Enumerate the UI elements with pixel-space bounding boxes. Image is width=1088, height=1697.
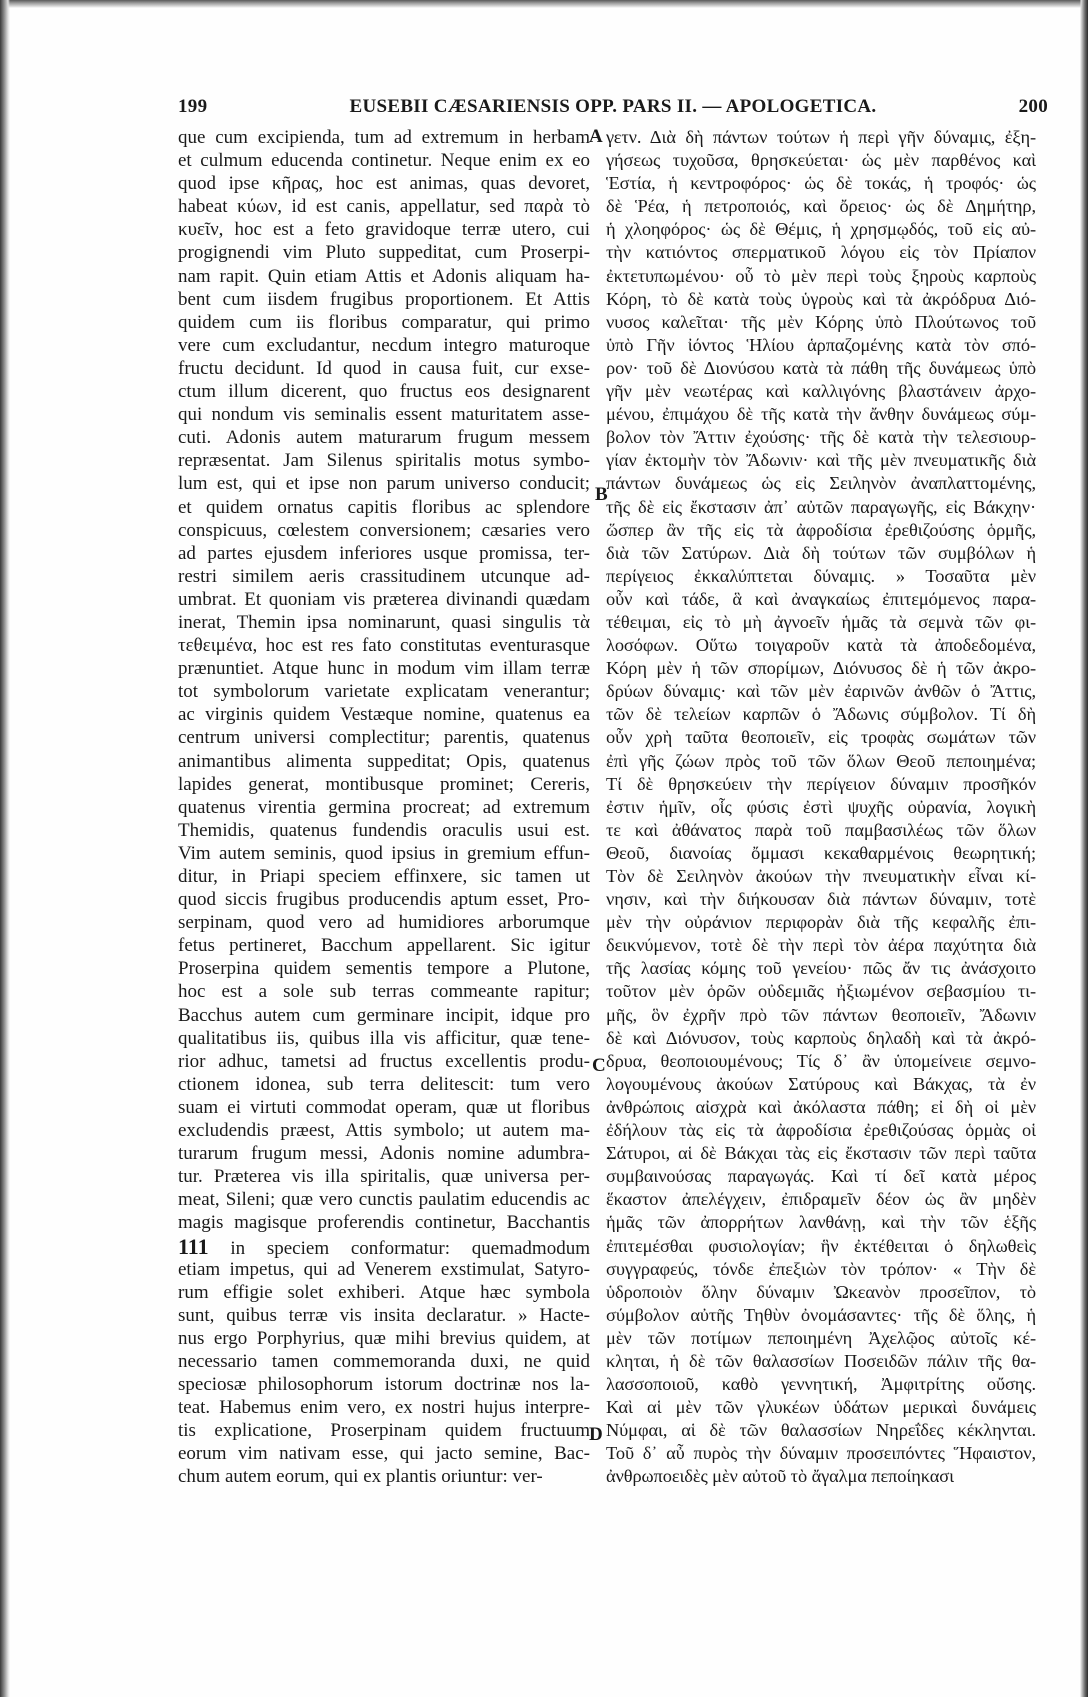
latin-text-line: progignendi vim Pluto suppeditat, cum Proserpi-: [178, 242, 590, 264]
page-number-left: 199: [178, 96, 208, 117]
greek-text-line: βολον τὸν Ἄττιν ἐχούσης· τῆς δὲ κατὰ τὴν τελεσιουρ-: [606, 427, 1036, 448]
latin-text-line: etiam impetus, qui ad Venerem exstimulat, Satyro-: [178, 1258, 590, 1280]
greek-text-line: λασσοποιοῦ, καθὸ γεννητική, Ἀμφιτρίτης οὔσης.: [606, 1374, 1036, 1395]
greek-text-line: πάντων δυνάμεως ὡς εἰς Σειληνὸν ἀναπλαττομένης,: [606, 473, 1036, 494]
latin-text-line: excludendis præest, Attis symbolo; ut autem ma-: [178, 1120, 590, 1142]
latin-text-line: hoc est a sole sub terras commeante rapitur;: [178, 981, 590, 1003]
greek-text-line: κληται, ἡ δὲ τῶν θαλασσίων Ποσειδῶν πάλιν τῆς θα-: [606, 1350, 1036, 1371]
latin-text-line: animantibus alimenta suppeditat; Opis, quatenus: [178, 750, 590, 772]
greek-text-line: μὲν τὴν οὐράνιον περιφορὰν διὰ τῆς κεφαλῆς ἐπι-: [606, 912, 1036, 933]
greek-text-line: συγγραφεύς, τόνδε ἐπεξιὼν τὸν τρόπον· « Τὴν δὲ: [606, 1258, 1036, 1279]
scan-edge-left: [0, 0, 10, 1697]
greek-text-line: γῆν μὲν νεωτέρας καὶ καλλιγόνης βλαστάνειν ἀρχο-: [606, 381, 1036, 402]
greek-text-line: δεικνύμενον, τοτὲ δὲ τὴν περὶ τὸν ἀέρα παχύτητα διὰ: [606, 935, 1036, 956]
latin-text-line: prænuntiet. Atque hunc in modum vim illam terræ: [178, 658, 590, 680]
margin-marker-d: D: [589, 1424, 603, 1445]
greek-text-line: τέθειμαι, εἰς τὸ μὴ ἀγνοεῖν ἡμᾶς τὰ σεμνὰ τῶν φι-: [606, 611, 1036, 632]
latin-text-line: cuti. Adonis autem maturarum frugum messem: [178, 427, 590, 449]
greek-text-line: ὑπὸ Γῆν ἰόντος Ἡλίου ἁρπαζομένης κατὰ τὸν σπό-: [606, 334, 1036, 355]
latin-text-line: tot symbolorum varietate explicatam venerantur;: [178, 681, 590, 703]
latin-text-line: Bacchus autem cum germinare incipit, idque pro: [178, 1004, 590, 1026]
greek-text-line: ὥσπερ ἂν τῆς εἰς τὰ ἀφροδίσια ἐρεθιζούσης ὁρμῆς,: [606, 519, 1036, 540]
latin-text-line-text: in speciem conformatur: quemadmodum: [230, 1237, 590, 1259]
latin-text-line: quod ipse κῆρας, hoc est animas, quas devoret,: [178, 173, 590, 195]
greek-text-line: ἀνθρωποειδὲς μὲν αὐτοῦ τὸ ἄγαλμα πεποίηκασι: [606, 1466, 954, 1487]
greek-text-line: τῶν δὲ τελείων καρπῶν ὁ Ἄδωνις σύμβολον. Τί δὴ: [606, 704, 1036, 725]
latin-text-line: ad partes ejusdem inferiores usque promissa, ter-: [178, 542, 590, 564]
latin-text-line: que cum excipienda, tum ad extremum in herbam: [178, 127, 590, 148]
latin-text-line: meat, Sileni; quæ vero cunctis paulatim educendis ac: [178, 1189, 590, 1211]
latin-text-line: restri similem aeris crassitudinem utcunque ad-: [178, 565, 590, 587]
greek-text-line: δρύων δύναμις· καὶ τῶν μὲν ἐαρινῶν ἀνθῶν ὁ Ἄττις,: [606, 681, 1036, 702]
scan-edge-right: [1080, 0, 1088, 1697]
latin-text-line: Themidis, quatenus fundendis oraculis usui est.: [178, 819, 590, 841]
greek-text-line: ἀνθρώποις αἰσχρὰ καὶ ἀκόλαστα πάθη; εἰ δὴ οἱ μὲν: [606, 1096, 1036, 1117]
latin-text-line: quidem cum iis floribus comparatur, qui primo: [178, 311, 590, 333]
greek-text-line: γίαν ἐκτομὴν τὸν Ἄδωνιν· καὶ τῆς μὲν πνευματικῆς διὰ: [606, 450, 1036, 471]
latin-text-line: teat. Habemus enim vero, ex nostri hujus interpre-: [178, 1397, 590, 1419]
latin-text-line: ctionem idonea, sub terra delitescit: tum vero: [178, 1073, 590, 1095]
greek-text-line: σύμβολον αὐτῆς Τηθὺν ὀνομάσαντες· τῆς δὲ ὅλης, ἡ: [606, 1304, 1036, 1325]
latin-text-line: ac virginis quidem Vestæque nomine, quatenus ea: [178, 704, 590, 726]
latin-text-line: repræsentat. Jam Silenus spiritalis motus symbo-: [178, 450, 590, 472]
greek-text-line: Σάτυροι, αἱ δὲ Βάκχαι τὰς εἰς ἔκστασιν τῶν περὶ ταῦτα: [606, 1143, 1036, 1164]
latin-text-line: fetus pertineret, Bacchum appellarent. Sic igitur: [178, 935, 590, 957]
greek-text-line: ἐκτετυπωμένου· οὗ τὸ μὲν περὶ τοὺς ξηροὺς καρποὺς: [606, 265, 1036, 286]
latin-text-line: tis explicatione, Proserpinam quidem fructuum: [178, 1420, 590, 1442]
greek-text-line: νυσος καλεῖται· τῆς μὲν Κόρης ὑπὸ Πλούτωνος τοῦ: [606, 311, 1036, 332]
greek-text-line: οὖν χρὴ ταῦτα θεοποιεῖν, εἰς τροφὰς σωμάτων τῶν: [606, 727, 1036, 748]
latin-text-line: fructu decidunt. Id quod in causa fuit, cur exse-: [178, 357, 590, 379]
greek-text-line: τῆς δὲ εἰς ἔκστασιν ἀπ᾽ αὐτῶν παραγωγῆς, εἰς Βάκχην·: [606, 496, 1036, 517]
latin-text-line: inerat, Themin ipsa nominarunt, quasi singulis τὰ: [178, 611, 590, 633]
margin-marker-b: B: [595, 484, 608, 505]
latin-text-line: suam ei virtuti commodat operam, quæ ut floribus: [178, 1096, 590, 1118]
greek-text-line: τε καὶ ἀθάνατος παρὰ τοῦ παμβασιλέως τῶν ὅλων: [606, 819, 1036, 840]
greek-text-line: τοῦτον μὲν ὁρῶν οὐδεμιᾶς ἠξιωμένον σεβασμίου τι-: [606, 981, 1036, 1002]
greek-text-line: Θεοῦ, διανοίας ὄμμασι κεκαθαρμένοις θεωρητική;: [606, 842, 1036, 863]
running-title: EUSEBII CÆSARIENSIS OPP. PARS II. — APOLOGETICA.: [349, 96, 877, 117]
latin-text-line: chum autem eorum, qui ex plantis oriuntur: ver-: [178, 1466, 543, 1488]
margin-marker-c: C: [592, 1055, 606, 1076]
greek-text-line: ἡ χλοηφόρος· ὡς δὲ Θέμις, ἡ χρησμῳδός, τοῦ εἰς αὐ-: [606, 219, 1036, 240]
latin-text-line: necessario tamen commemoranda duxi, ne quid: [178, 1350, 590, 1372]
latin-text-line: Proserpina quidem sementis tempore a Plutone,: [178, 958, 590, 980]
greek-text-line: δὲ Ῥέα, ἡ πετροποιός, καὶ ὄρειος· ὡς δὲ Δημήτηρ,: [606, 196, 1036, 217]
right-column-greek: [606, 126, 1036, 1566]
greek-text-line: μὲν τῶν ποτίμων πεποιημένη Ἀχελῷος αὐτοῖς κέ-: [606, 1327, 1036, 1348]
greek-text-line: ἐπιτεμέσθαι φυσιολογίαν; ἣν ἐκτέθειται ὁ δηλωθεὶς: [606, 1235, 1036, 1256]
greek-text-line: ἐπὶ γῆς ζώων πρὸς τοῦ τῶν ὅλων Θεοῦ πεποιημένα;: [606, 750, 1036, 771]
greek-text-line: ρον· τοῦ δὲ Διονύσου κατὰ τὰ πάθη τῆς δυνάμεως ὑπὸ: [606, 357, 1036, 378]
latin-text-line: τεθειμένα, hoc est res fato constitutas eventurasque: [178, 635, 590, 657]
latin-text-line: quatenus virentia germina procreat; ad extremum: [178, 796, 590, 818]
greek-text-line: οὖν καὶ τάδε, ἃ καὶ ἀναγκαίως ἐπιτεμόμενος παρα-: [606, 588, 1036, 609]
greek-text-line: ἐδήλουν τὰς εἰς τὰ ἀφροδίσια ἐρεθιζούσας ὁρμὰς οἱ: [606, 1120, 1036, 1141]
page-number-right: 200: [1018, 96, 1048, 117]
latin-text-line: vere cum excludantur, necdum integro maturoque: [178, 334, 590, 356]
greek-text-line: διὰ τῶν Σατύρων. Διὰ δὴ τούτων τῶν συμβόλων ἡ: [606, 542, 1036, 563]
latin-text-line: tur. Præterea vis illa spiritalis, quæ universa per-: [178, 1166, 590, 1188]
greek-text-line: συμβαινούσας παραγωγάς. Καὶ τί δεῖ κατὰ μέρος: [606, 1166, 1036, 1187]
greek-text-line: περίγειος ἐκκαλύπτεται δύναμις. » Τοσαῦτα μὲν: [606, 565, 1036, 586]
latin-text-line: κυεῖν, hoc est a feto gravidoque terræ utero, cui: [178, 219, 590, 241]
greek-text-line: λοσόφων. Οὕτω τοιγαροῦν κατὰ τὰ ἀποδεδομένα,: [606, 635, 1036, 656]
greek-text-line: δρυα, θεοποιουμένους; Τίς δ᾽ ἂν ὑπομείνειε σεμνο-: [606, 1050, 1036, 1071]
latin-text-line: speciosæ philosophorum istorum doctrinæ nos la-: [178, 1374, 590, 1396]
greek-text-line: Νύμφαι, αἱ δὲ τῶν θαλασσίων Νηρεΐδες κέκληνται.: [606, 1420, 1036, 1441]
greek-text-line: Ἑστία, ἡ κεντροφόρος· ὡς δὲ τοκάς, ἡ τροφός· ὡς: [606, 173, 1036, 194]
left-column-latin: [178, 126, 590, 1566]
latin-text-line: lum est, qui et ipse non parum universo conducit;: [178, 473, 590, 495]
latin-text-line: [178, 1235, 590, 1258]
greek-text-line: Καὶ αἱ μὲν τῶν γλυκέων ὑδάτων μερικαὶ δυνάμεις: [606, 1397, 1036, 1418]
latin-text-line: et culmum educenda continetur. Neque enim ex eo: [178, 150, 590, 172]
latin-text-line: nam rapit. Quin etiam Attis et Adonis aliquam ha-: [178, 265, 590, 287]
greek-text-line: ἕκαστον ἀπελέγχειν, ἐπιδραμεῖν δέον ὡς ἂν μηδὲν: [606, 1189, 1036, 1210]
latin-text-line: bent cum iisdem frugibus proportionem. Et Attis: [178, 288, 590, 310]
latin-text-line: centrum universi complectitur; parentis, quatenus: [178, 727, 590, 749]
margin-marker-a: A: [589, 126, 603, 147]
latin-text-line: conspicuus, cœlestem conversionem; cæsaries vero: [178, 519, 590, 541]
latin-text-line: nus ergo Porphyrius, quæ mihi brevius quidem, at: [178, 1327, 590, 1349]
latin-text-line: magis magisque proferendis continetur, Bacchantis: [178, 1212, 590, 1234]
latin-text-line: turarum frugum messi, Adonis nomine adumbra-: [178, 1143, 590, 1165]
latin-text-line: ctum illum dicerent, quo fructus eos designarent: [178, 381, 590, 403]
latin-text-line: habeat κύων, id est canis, appellatur, sed παρὰ τὸ: [178, 196, 590, 218]
greek-text-line: γήσεως τυχοῦσα, θρησκεύεται· ὡς μὲν παρθένος καὶ: [606, 150, 1036, 171]
greek-text-line: Κόρη, τὸ δὲ κατὰ τοὺς ὑγροὺς καὶ τὰ ἀκρόδρυα Διό-: [606, 288, 1036, 309]
greek-text-line: ἐστιν ἡμῖν, οἷς φύσις ἐστὶ ψυχῆς οὐρανία, λογικὴ: [606, 796, 1036, 817]
latin-text-line: quod siccis frugibus producendis aptum esset, Pro-: [178, 889, 590, 911]
greek-text-line: μῆς, ὃν ἐχρῆν πρὸ τῶν πάντων θεοποιεῖν, Ἄδωνιν: [606, 1004, 1036, 1025]
greek-text-line: ἡμᾶς τῶν ἀπορρήτων λανθάνῃ, καὶ τὴν τῶν ἑξῆς: [606, 1212, 1036, 1233]
greek-text-line: Τὸν δὲ Σειληνὸν ἀκούων τὴν πνευματικὴν εἶναι κί-: [606, 866, 1036, 886]
greek-text-line: δὲ καὶ Διόνυσον, τοὺς καρποὺς δηλαδὴ καὶ τὰ ἀκρό-: [606, 1027, 1036, 1048]
latin-text-line: rum effigie solet exhiberi. Atque hæc symbola: [178, 1281, 590, 1303]
greek-text-line: γετν. Διὰ δὴ πάντων τούτων ἡ περὶ γῆν δύναμις, ἐξη-: [606, 127, 1036, 147]
latin-text-line: qualitatibus iis, quibus illa vis afficitur, quæ tene-: [178, 1027, 590, 1049]
bold-page-number: 111: [178, 1233, 209, 1259]
greek-text-line: Τοῦ δ᾽ αὖ πυρὸς τὴν δύναμιν προσειπόντες Ἥφαιστον,: [606, 1443, 1036, 1464]
greek-text-line: Τί δὲ θρησκεύειν τὴν περίγειον δύναμιν προσῆκόν: [606, 773, 1036, 794]
latin-text-line: Vim autem seminis, quod ipsius in gremium effun-: [178, 842, 590, 864]
latin-text-line: eorum vim nativam esse, qui jacto semine, Bac-: [178, 1443, 590, 1465]
greek-text-line: τὴν κατιόντος σπερματικοῦ λόγου εἰς τὸν Πρίαπον: [606, 242, 1036, 263]
latin-text-line: ditur, in Priapi speciem effinxere, sic tamen ut: [178, 866, 590, 887]
running-header: [178, 96, 1048, 124]
latin-text-line: lapides generat, montibusque prominet; Cereris,: [178, 773, 590, 795]
latin-text-line: rior adhuc, tametsi ad fructus excellentis produ-: [178, 1050, 590, 1072]
greek-text-line: τῆς λασίας κόμης τοῦ γενείου· πῶς ἄν τις ἀνάσχοιτο: [606, 958, 1036, 979]
latin-text-line: qui nondum vis seminalis essent maturitatem asse-: [178, 404, 590, 426]
greek-text-line: λογουμένους ἀκούων Σατύρους καὶ Βάκχας, τὰ ἐν: [606, 1073, 1036, 1094]
latin-text-line: serpinam, quod vero ad humidiores arborumque: [178, 912, 590, 934]
latin-text-line: et quidem ornatus capitis floribus ac splendore: [178, 496, 590, 518]
greek-text-line: Κόρη μὲν ἡ τῶν σπορίμων, Διόνυσος δὲ ἡ τῶν ἀκρο-: [606, 658, 1036, 679]
latin-text-line: umbrat. Et quoniam vis præterea divinandi quædam: [178, 588, 590, 610]
greek-text-line: νησιν, καὶ τὴν διήκουσαν διὰ πάντων δύναμιν, τοτὲ: [606, 889, 1036, 910]
latin-text-line: sunt, quibus terræ vis insita declaratur. » Hacte-: [178, 1304, 590, 1326]
scan-edge-top: [0, 0, 1088, 8]
greek-text-line: ὑδροποιὸν ὅλην δύναμιν Ὠκεανὸν προσεῖπον, τὸ: [606, 1281, 1036, 1302]
greek-text-line: μένου, ἐπιμάχου δὲ τῆς κατὰ τὴν ἄνθην δυνάμεως σύμ-: [606, 404, 1036, 425]
